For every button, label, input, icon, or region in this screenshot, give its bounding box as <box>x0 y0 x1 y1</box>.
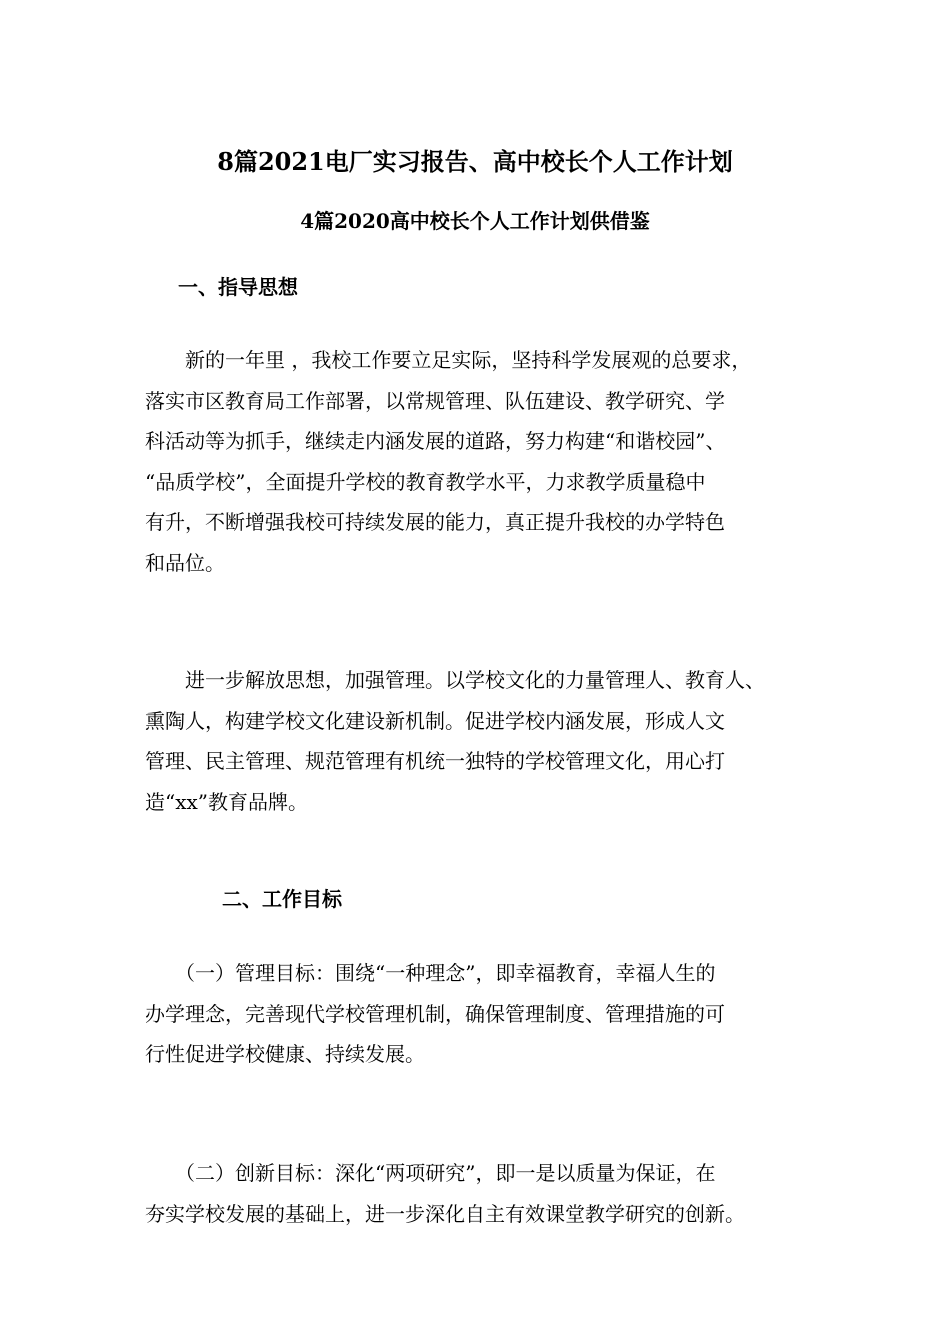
paragraph-2 <box>145 660 765 822</box>
document-title: 8篇2021电厂实习报告、高中校长个人工作计划 <box>217 147 733 176</box>
paragraph-3 <box>145 953 725 1075</box>
paragraph-line: 熏陶人，构建学校文化建设新机制。促进学校内涵发展，形成人文 <box>145 708 725 733</box>
paragraph-line: 行性促进学校健康、持续发展。 <box>145 1042 425 1066</box>
section-heading-guiding-ideology: 一、指导思想 <box>178 275 298 299</box>
paragraph-line: 进一步解放思想，加强管理。以学校文化的力量管理人、教育人、 <box>145 668 765 692</box>
document-subtitle: 4篇2020高中校长个人工作计划供借鉴 <box>300 209 650 233</box>
paragraph-4 <box>145 1153 745 1234</box>
paragraph-line: 办学理念，完善现代学校管理机制，确保管理制度、管理措施的可 <box>145 1001 725 1026</box>
paragraph-line: 有升，不断增强我校可持续发展的能力，真正提升我校的办学特色 <box>145 510 725 534</box>
paragraph-line: 和品位。 <box>145 550 225 575</box>
paragraph-1 <box>145 340 751 583</box>
paragraph-line: （一）管理目标：围绕“一种理念”，即幸福教育，幸福人生的 <box>145 961 716 985</box>
paragraph-line: 管理、民主管理、规范管理有机统一独特的学校管理文化，用心打 <box>145 749 725 773</box>
paragraph-line: 夯实学校发展的基础上，进一步深化自主有效课堂教学研究的创新。 <box>145 1201 745 1226</box>
section-heading-work-goals: 二、工作目标 <box>222 887 342 911</box>
paragraph-line: （二）创新目标：深化“两项研究”，即一是以质量为保证，在 <box>145 1161 716 1185</box>
paragraph-line: 造“xx”教育品牌。 <box>145 789 309 814</box>
paragraph-line: “品质学校”，全面提升学校的教育教学水平，力求教学质量稳中 <box>145 469 706 494</box>
paragraph-line: 科活动等为抓手，继续走内涵发展的道路，努力构建“和谐校园”、 <box>145 429 726 453</box>
paragraph-line: 新的一年里 ，我校工作要立足实际，坚持科学发展观的总要求， <box>145 348 752 372</box>
paragraph-line: 落实市区教育局工作部署，以常规管理、队伍建设、教学研究、学 <box>145 388 725 413</box>
